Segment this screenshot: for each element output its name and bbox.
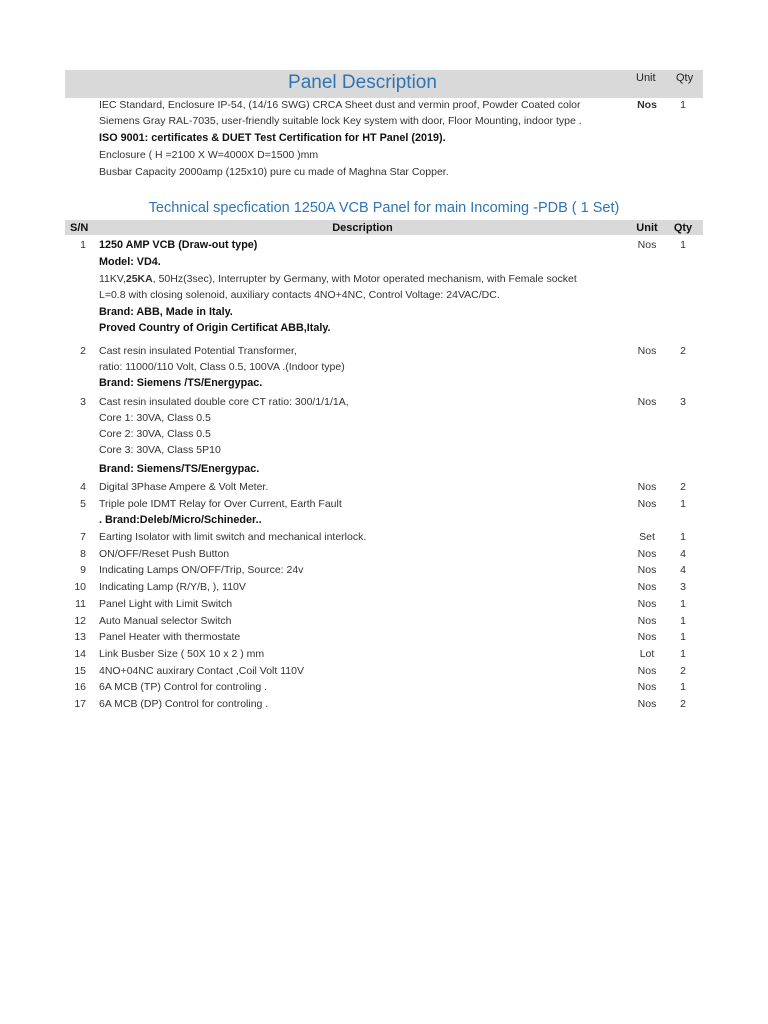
row-sn: 4 <box>80 481 86 493</box>
row-qty: 2 <box>680 345 686 357</box>
row-sn: 14 <box>74 648 86 660</box>
qty-column-header: Qty <box>673 222 693 234</box>
item-spec: L=0.8 with closing solenoid, auxiliary contacts 4NO+4NC, Control Voltage: 24VAC/DC. <box>99 289 500 301</box>
item-desc: 6A MCB (TP) Control for controling . <box>99 681 268 693</box>
row-sn: 12 <box>74 615 86 627</box>
panel-qty: 1 <box>680 99 686 111</box>
row-unit: Set <box>639 531 655 543</box>
row-unit: Nos <box>637 396 657 408</box>
row-qty: 1 <box>680 239 686 251</box>
panel-unit: Nos <box>637 99 657 111</box>
item-brand: Brand: Siemens/TS/Energypac. <box>99 463 260 475</box>
row-qty: 1 <box>680 531 686 543</box>
row-sn: 10 <box>74 581 86 593</box>
row-sn: 15 <box>74 665 86 677</box>
row-unit: Nos <box>637 239 657 251</box>
row-unit: Nos <box>637 665 657 677</box>
item-desc: Auto Manual selector Switch <box>99 615 232 627</box>
item-desc: Link Busber Size ( 50X 10 x 2 ) mm <box>99 648 265 660</box>
row-qty: 1 <box>680 648 686 660</box>
item-desc: Indicating Lamps ON/OFF/Trip, Source: 24v <box>99 564 304 576</box>
unit-column-header: Unit <box>636 222 658 234</box>
row-unit: Nos <box>637 345 657 357</box>
row-qty: 2 <box>680 698 686 710</box>
row-unit: Nos <box>637 631 657 643</box>
item-desc: Indicating Lamp (R/Y/B, ), 110V <box>99 581 246 593</box>
item-spec: 11KV,25KA, 50Hz(3sec), Interrupter by Germany, with Motor operated mechanism, with Female socket <box>99 273 577 285</box>
row-qty: 1 <box>680 681 686 693</box>
row-qty: 4 <box>680 564 686 576</box>
panel-line: ISO 9001: certificates & DUET Test Certification for HT Panel (2019). <box>99 132 446 144</box>
item-desc: 6A MCB (DP) Control for controling . <box>99 698 269 710</box>
item-origin: Proved Country of Origin Certificat ABB,Italy. <box>99 322 331 334</box>
item-desc: Digital 3Phase Ampere & Volt Meter. <box>99 481 269 493</box>
row-unit: Lot <box>639 648 655 660</box>
item-desc: ON/OFF/Reset Push Button <box>99 548 230 560</box>
row-qty: 1 <box>680 615 686 627</box>
panel-line: Siemens Gray RAL-7035, user-friendly suitable lock Key system with door, Floor Mounting, indoor type . <box>99 115 582 127</box>
row-sn: 2 <box>80 345 86 357</box>
row-unit: Nos <box>637 581 657 593</box>
item-core: Core 3: 30VA, Class 5P10 <box>99 444 221 456</box>
qty-header: Qty <box>676 72 694 84</box>
panel-line: Enclosure ( H =2100 X W=4000X D=1500 )mm <box>99 149 319 161</box>
row-sn: 11 <box>75 598 86 610</box>
row-sn: 7 <box>80 531 86 543</box>
panel-title: Panel Description <box>288 72 437 93</box>
item-model: Model: VD4. <box>99 256 161 268</box>
row-sn: 5 <box>80 498 86 510</box>
row-qty: 2 <box>680 665 686 677</box>
row-sn: 1 <box>80 239 86 251</box>
row-unit: Nos <box>637 698 657 710</box>
row-sn: 8 <box>80 548 86 560</box>
row-unit: Nos <box>637 681 657 693</box>
row-sn: 9 <box>80 564 86 576</box>
row-qty: 1 <box>680 598 686 610</box>
row-qty: 2 <box>680 481 686 493</box>
row-qty: 3 <box>680 581 686 593</box>
row-qty: 4 <box>680 548 686 560</box>
item-title: 1250 AMP VCB (Draw-out type) <box>99 239 258 251</box>
item-brand: Brand: Siemens /TS/Energypac. <box>99 377 263 389</box>
row-qty: 3 <box>680 396 686 408</box>
panel-line: IEC Standard, Enclosure IP-54, (14/16 SWG) CRCA Sheet dust and vermin proof, Powder Coated color <box>99 99 581 111</box>
tech-spec-title: Technical specfication 1250A VCB Panel for main Incoming -PDB ( 1 Set) <box>148 200 620 216</box>
item-desc: ratio: 11000/110 Volt, Class 0.5, 100VA .(Indoor type) <box>99 361 345 373</box>
item-brand: . Brand:Deleb/Micro/Schineder.. <box>99 514 262 526</box>
unit-header: Unit <box>636 72 656 84</box>
row-unit: Nos <box>637 615 657 627</box>
item-desc: Earting Isolator with limit switch and mechanical interlock. <box>99 531 367 543</box>
item-brand: Brand: ABB, Made in Italy. <box>99 306 233 318</box>
item-desc: Panel Light with Limit Switch <box>99 598 233 610</box>
panel-line: Busbar Capacity 2000amp (125x10) pure cu made of Maghna Star Copper. <box>99 166 449 178</box>
row-unit: Nos <box>637 481 657 493</box>
item-core: Core 2: 30VA, Class 0.5 <box>99 428 211 440</box>
row-unit: Nos <box>637 548 657 560</box>
sn-header: S/N <box>70 222 89 234</box>
item-desc: Panel Heater with thermostate <box>99 631 241 643</box>
item-desc: Triple pole IDMT Relay for Over Current, Earth Fault <box>99 498 342 510</box>
row-unit: Nos <box>637 498 657 510</box>
row-unit: Nos <box>637 598 657 610</box>
item-desc: Cast resin insulated Potential Transformer, <box>99 345 297 357</box>
item-desc: 4NO+04NC auxirary Contact ,Coil Volt 110V <box>99 665 304 677</box>
description-header: Description <box>332 222 393 234</box>
row-sn: 3 <box>80 396 86 408</box>
row-sn: 17 <box>74 698 86 710</box>
row-qty: 1 <box>680 631 686 643</box>
row-sn: 13 <box>74 631 86 643</box>
row-qty: 1 <box>680 498 686 510</box>
row-sn: 16 <box>74 681 86 693</box>
item-desc: Cast resin insulated double core CT ratio: 300/1/1/1A, <box>99 396 349 408</box>
item-core: Core 1: 30VA, Class 0.5 <box>99 412 211 424</box>
row-unit: Nos <box>637 564 657 576</box>
